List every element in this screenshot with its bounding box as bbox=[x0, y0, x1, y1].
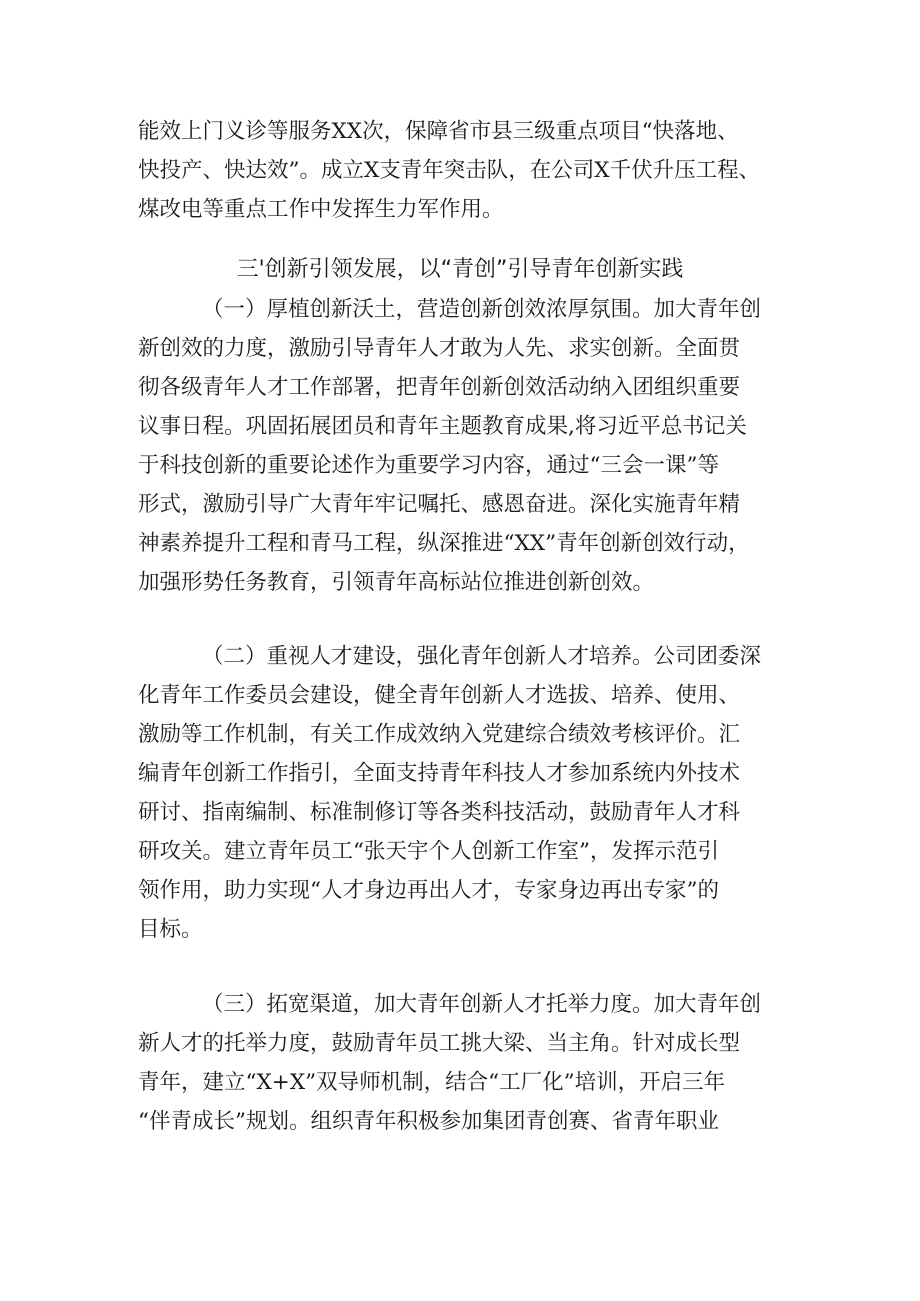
text-line: 研讨、指南编制、标准制修订等各类科技活动，鼓励青年人才科 bbox=[138, 800, 741, 825]
text-line: （一）厚植创新沃土，营造创新创效浓厚氛围。加大青年创 bbox=[202, 297, 762, 322]
text-line: 目标。 bbox=[138, 917, 203, 942]
text-line: （三）拓宽渠道，加大青年创新人才托举力度。加大青年创 bbox=[202, 992, 762, 1017]
text-line: 形式，激励引导广大青年牢记嘱托、感恩奋进。深化实施青年精 bbox=[138, 492, 741, 517]
text-line: 领作用，助力实现“人才身边再出人才，专家身边再出专家”的 bbox=[138, 878, 719, 903]
text-line: 化青年工作委员会建设，健全青年创新人才选拔、培养、使用、 bbox=[138, 683, 741, 708]
text-line: 煤改电等重点工作中发挥生力军作用。 bbox=[138, 197, 504, 222]
paragraph-two bbox=[138, 637, 790, 949]
text-line: 快投产、快达效”。成立X支青年突击队，在公司X千伏升压工程、 bbox=[138, 158, 761, 183]
text-line: 议事日程。巩固拓展团员和青年主题教育成果,将习近平总书记关 bbox=[138, 414, 747, 439]
text-line: 研攻关。建立青年员工“张天宇个人创新工作室”，发挥示范引 bbox=[138, 839, 719, 864]
text-line: 加强形势任务教育，引领青年高标站位推进创新创效。 bbox=[138, 570, 655, 595]
text-line: 能效上门义诊等服务XX次，保障省市县三级重点项目“快落地、 bbox=[138, 119, 739, 144]
intro-paragraph bbox=[138, 112, 790, 229]
text-line: 激励等工作机制，有关工作成效纳入党建综合绩效考核评价。汇 bbox=[138, 722, 741, 747]
text-line: （二）重视人才建设，强化青年创新人才培养。公司团委深 bbox=[202, 644, 762, 669]
text-line: 新人才的托举力度，鼓励青年员工挑大梁、当主角。针对成长型 bbox=[138, 1031, 741, 1056]
text-line: 于科技创新的重要论述作为重要学习内容，通过“三会一课”等 bbox=[138, 453, 719, 478]
paragraph-three bbox=[138, 985, 790, 1141]
section-heading: 三'创新引领发展，以“青创”引导青年创新实践 bbox=[236, 257, 684, 282]
text-line: 彻各级青年人才工作部署，把青年创新创效活动纳入团组织重要 bbox=[138, 375, 741, 400]
text-line: 新创效的力度，激励引导青年人才敢为人先、求实创新。全面贯 bbox=[138, 336, 741, 361]
paragraph-one bbox=[138, 290, 790, 602]
text-line: 神素养提升工程和青马工程，纵深推进“XX”青年创新创效行动， bbox=[138, 531, 750, 556]
text-line: 青年，建立“X+X”双导师机制，结合“工厂化”培训，开启三年 bbox=[138, 1070, 726, 1095]
text-line: “伴青成长”规划。组织青年积极参加集团青创赛、省青年职业 bbox=[138, 1109, 719, 1134]
text-line: 编青年创新工作指引，全面支持青年科技人才参加系统内外技术 bbox=[138, 761, 741, 786]
